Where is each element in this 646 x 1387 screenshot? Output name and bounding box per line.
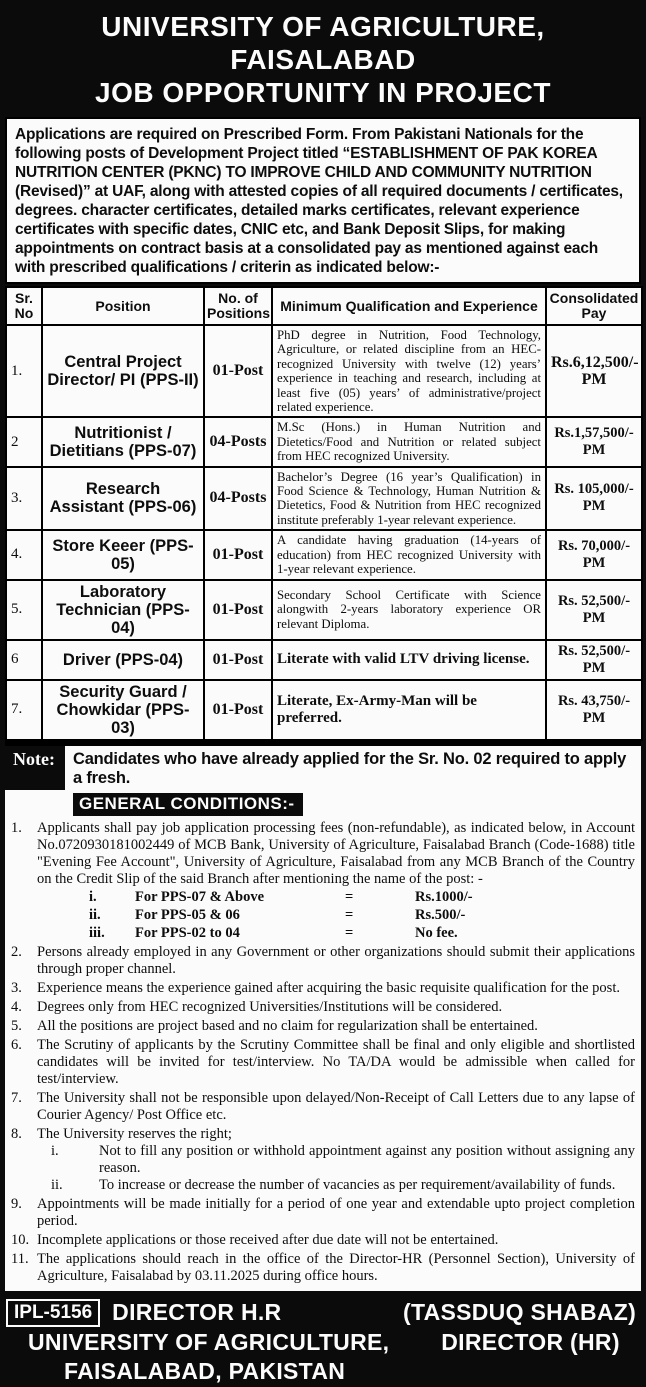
fee-equals: = [345, 888, 354, 905]
advert-subtitle: JOB OPPORTUNITY IN PROJECT [95, 77, 551, 108]
table-row [6, 580, 642, 640]
table-row [6, 640, 642, 680]
condition-number: 4. [11, 998, 22, 1015]
condition-item [11, 944, 635, 978]
qualification-text: PhD degree in Nutrition, Food Technology, Agriculture, or related discipline from an HEC-recognized University with twelve (12) years’ experience in teaching and research, including at least five (05) years’ of administrative/project related experience. [272, 325, 546, 417]
condition-text: The University reserves the right; [37, 1125, 232, 1142]
qualification-text: M.Sc (Hons.) in Human Nutrition and Dietetics/Food and Nutrition or related subject from HEC recognized University. [272, 417, 546, 466]
condition-number: 6. [11, 1036, 22, 1053]
footer [0, 1291, 646, 1387]
intro-paragraph: Applications are required on Prescribed Form. From Pakistani Nationals for the following posts of Development Project titled “ESTABLISHMENT OF PAK KOREA NUTRITION CENTER (PKNC) TO IMPROVE CHILD AND COMMUNITY NUTRITION (Revised)” at UAF, along with attested copies of all required documents / certificates, degrees. character certificates, detailed marks certificates, relevant experience certificates with specific dates, CNIC etc, and Bank Deposit Slips, for making appointments on contract basis at a consolidated pay as mentioned against each with prescribed qualifications / criterin as indicated below:- [5, 117, 641, 284]
post-count: 01-Post [204, 580, 272, 640]
condition-number: 3. [11, 979, 22, 996]
org-line1: UNIVERSITY OF AGRICULTURE, [28, 1328, 390, 1355]
general-conditions-section [5, 790, 641, 1291]
fee-equals: = [345, 924, 354, 941]
condition-text: Persons already employed in any Government or other organizations should submit their applications through proper channel. [37, 943, 635, 977]
fee-value: Rs.1000/- [415, 888, 473, 905]
pay-amount: Rs. 70,000/- PM [546, 530, 642, 579]
signer-title: DIRECTOR (HR) [441, 1328, 620, 1355]
subitem-text: To increase or decrease the number of vacancies as per requirement/availability of funds. [99, 1176, 616, 1193]
table-row [6, 417, 642, 466]
sr-no: 1. [6, 325, 42, 417]
position-name: Store Keeer (PPS-05) [42, 530, 204, 579]
table-row [6, 530, 642, 579]
note-row [5, 741, 641, 790]
ipl-code: IPL-5156 [6, 1299, 100, 1327]
org-line2: FAISALABAD, PAKISTAN [64, 1357, 346, 1384]
condition-number: 9. [11, 1195, 22, 1212]
qualification-text: A candidate having graduation (14-years of education) from HEC recognized University with 1-year relevant experience. [272, 530, 546, 579]
condition-text: Incomplete applications or those received after due date will not be entertained. [37, 1231, 499, 1248]
hr-title: DIRECTOR H.R [112, 1299, 282, 1325]
table-header-row [6, 287, 642, 325]
condition-item [11, 1018, 635, 1035]
sr-no: 6 [6, 640, 42, 680]
condition-text: The applications should reach in the office of the Director-HR (Personnel Section), University of Agriculture, Faisalabad by 03.11.2025 during office hours. [37, 1250, 635, 1284]
table-row [6, 467, 642, 531]
fee-value: Rs.500/- [415, 906, 466, 923]
subitem-numeral: ii. [51, 1176, 63, 1193]
condition-text: All the positions are project based and no claim for regularization shall be entertained. [37, 1017, 538, 1034]
qualification-text: Bachelor’s Degree (16 year’s Qualification) in Food Science & Technology, Human Nutrition & Dietetics, Food & Nutrition from HEC recognized institute preferably 1-year relevant experience. [272, 467, 546, 531]
condition-number: 7. [11, 1089, 22, 1106]
post-count: 01-Post [204, 530, 272, 579]
university-title: UNIVERSITY OF AGRICULTURE, FAISALABAD [101, 11, 545, 75]
condition-number: 8. [11, 1125, 22, 1142]
table-row [6, 325, 642, 417]
col-header-sr-no: Sr. No [6, 287, 42, 325]
subitem-text: Not to fill any position or withhold appointment against any position without assigning any reason. [99, 1142, 635, 1176]
condition-item [11, 1232, 635, 1249]
col-header-qualification: Minimum Qualification and Experience [272, 287, 546, 325]
condition-item [11, 1196, 635, 1230]
condition-text: Applicants shall pay job application processing fees (non-refundable), as indicated below, in Account No.0720930181002449 of MCB Bank, University of Agriculture, Faisalabad Branch (Code-1688) title "Evening Fee Account", University of Agriculture, Faisalabad from any MCB Branch of the Country on the Credit Slip of the said Branch after mentioning the name of the post: - [37, 819, 635, 887]
col-header-no-of-positions: No. of Positions [204, 287, 272, 325]
table-row [6, 680, 642, 740]
condition-item [11, 820, 635, 942]
position-name: Nutritionist / Dietitians (PPS-07) [42, 417, 204, 466]
positions-table [5, 286, 643, 741]
condition-subitem [37, 1143, 635, 1177]
condition-number: 2. [11, 943, 22, 960]
condition-text: Experience means the experience gained after acquiring the basic requisite qualification for the post. [37, 979, 620, 996]
post-count: 01-Post [204, 325, 272, 417]
post-count: 04-Posts [204, 417, 272, 466]
condition-text: The Scrutiny of applicants by the Scrutiny Committee shall be final and only eligible and shortlisted candidates will be invited for test/interview. No TA/DA would be admissible when called for test/interview. [37, 1036, 635, 1087]
post-count: 04-Posts [204, 467, 272, 531]
col-header-position: Position [42, 287, 204, 325]
condition-item [11, 1126, 635, 1194]
page-body [0, 117, 646, 1291]
note-label: Note: [5, 746, 65, 790]
condition-item [11, 1037, 635, 1088]
fee-label: For PPS-05 & 06 [135, 906, 240, 923]
fee-numeral: ii. [89, 906, 101, 923]
condition-number: 10. [11, 1231, 30, 1248]
position-name: Security Guard / Chowkidar (PPS-03) [42, 680, 204, 740]
condition-text: Degrees only from HEC recognized Universities/Institutions will be considered. [37, 998, 503, 1015]
sr-no: 2 [6, 417, 42, 466]
pay-amount: Rs. 52,500/- PM [546, 580, 642, 640]
position-name: Research Assistant (PPS-06) [42, 467, 204, 531]
general-conditions-heading: GENERAL CONDITIONS:- [73, 793, 303, 816]
post-count: 01-Post [204, 680, 272, 740]
pay-amount: Rs.1,57,500/- PM [546, 417, 642, 466]
qualification-text: Literate, Ex-Army-Man will be preferred. [272, 680, 546, 740]
sr-no: 3. [6, 467, 42, 531]
condition-number: 11. [11, 1250, 29, 1267]
fee-label: For PPS-02 to 04 [135, 924, 240, 941]
condition-subitem [37, 1177, 635, 1194]
fee-numeral: i. [89, 888, 97, 905]
condition-item [11, 999, 635, 1016]
condition-text: The University shall not be responsible upon delayed/Non-Receipt of Call Letters due to any lapse of Courier Agency/ Post Office etc. [37, 1089, 635, 1123]
condition-number: 1. [11, 819, 22, 836]
condition-text: Appointments will be made initially for a period of one year and extendable upto project completion period. [37, 1195, 635, 1229]
condition-number: 5. [11, 1017, 22, 1034]
sr-no: 5. [6, 580, 42, 640]
sr-no: 7. [6, 680, 42, 740]
condition-item [11, 980, 635, 997]
fee-row [37, 924, 635, 942]
condition-item [11, 1090, 635, 1124]
pay-amount: Rs. 43,750/- PM [546, 680, 642, 740]
pay-amount: Rs. 52,500/- PM [546, 640, 642, 680]
post-count: 01-Post [204, 640, 272, 680]
position-name: Driver (PPS-04) [42, 640, 204, 680]
note-text: Candidates who have already applied for the Sr. No. 02 required to apply a fresh. [72, 749, 627, 787]
fee-numeral: iii. [89, 924, 105, 941]
fee-label: For PPS-07 & Above [135, 888, 265, 905]
pay-amount: Rs.6,12,500/- PM [546, 325, 642, 417]
fee-value: No fee. [415, 924, 458, 941]
fee-row [37, 906, 635, 924]
subitem-numeral: i. [51, 1142, 59, 1159]
positions-table-header [6, 287, 642, 325]
signer-name: (TASSDUQ SHABAZ) [402, 1299, 637, 1325]
condition-item [11, 1251, 635, 1285]
title-banner [0, 0, 646, 117]
fee-row [37, 888, 635, 906]
col-header-pay: Consolidated Pay [546, 287, 642, 325]
qualification-text: Secondary School Certificate with Science alongwith 2-years laboratory experience OR relevant Diploma. [272, 580, 546, 640]
position-name: Central Project Director/ PI (PPS-II) [42, 325, 204, 417]
sr-no: 4. [6, 530, 42, 579]
pay-amount: Rs. 105,000/- PM [546, 467, 642, 531]
fee-equals: = [345, 906, 354, 923]
qualification-text: Literate with valid LTV driving license. [272, 640, 546, 680]
position-name: Laboratory Technician (PPS-04) [42, 580, 204, 640]
